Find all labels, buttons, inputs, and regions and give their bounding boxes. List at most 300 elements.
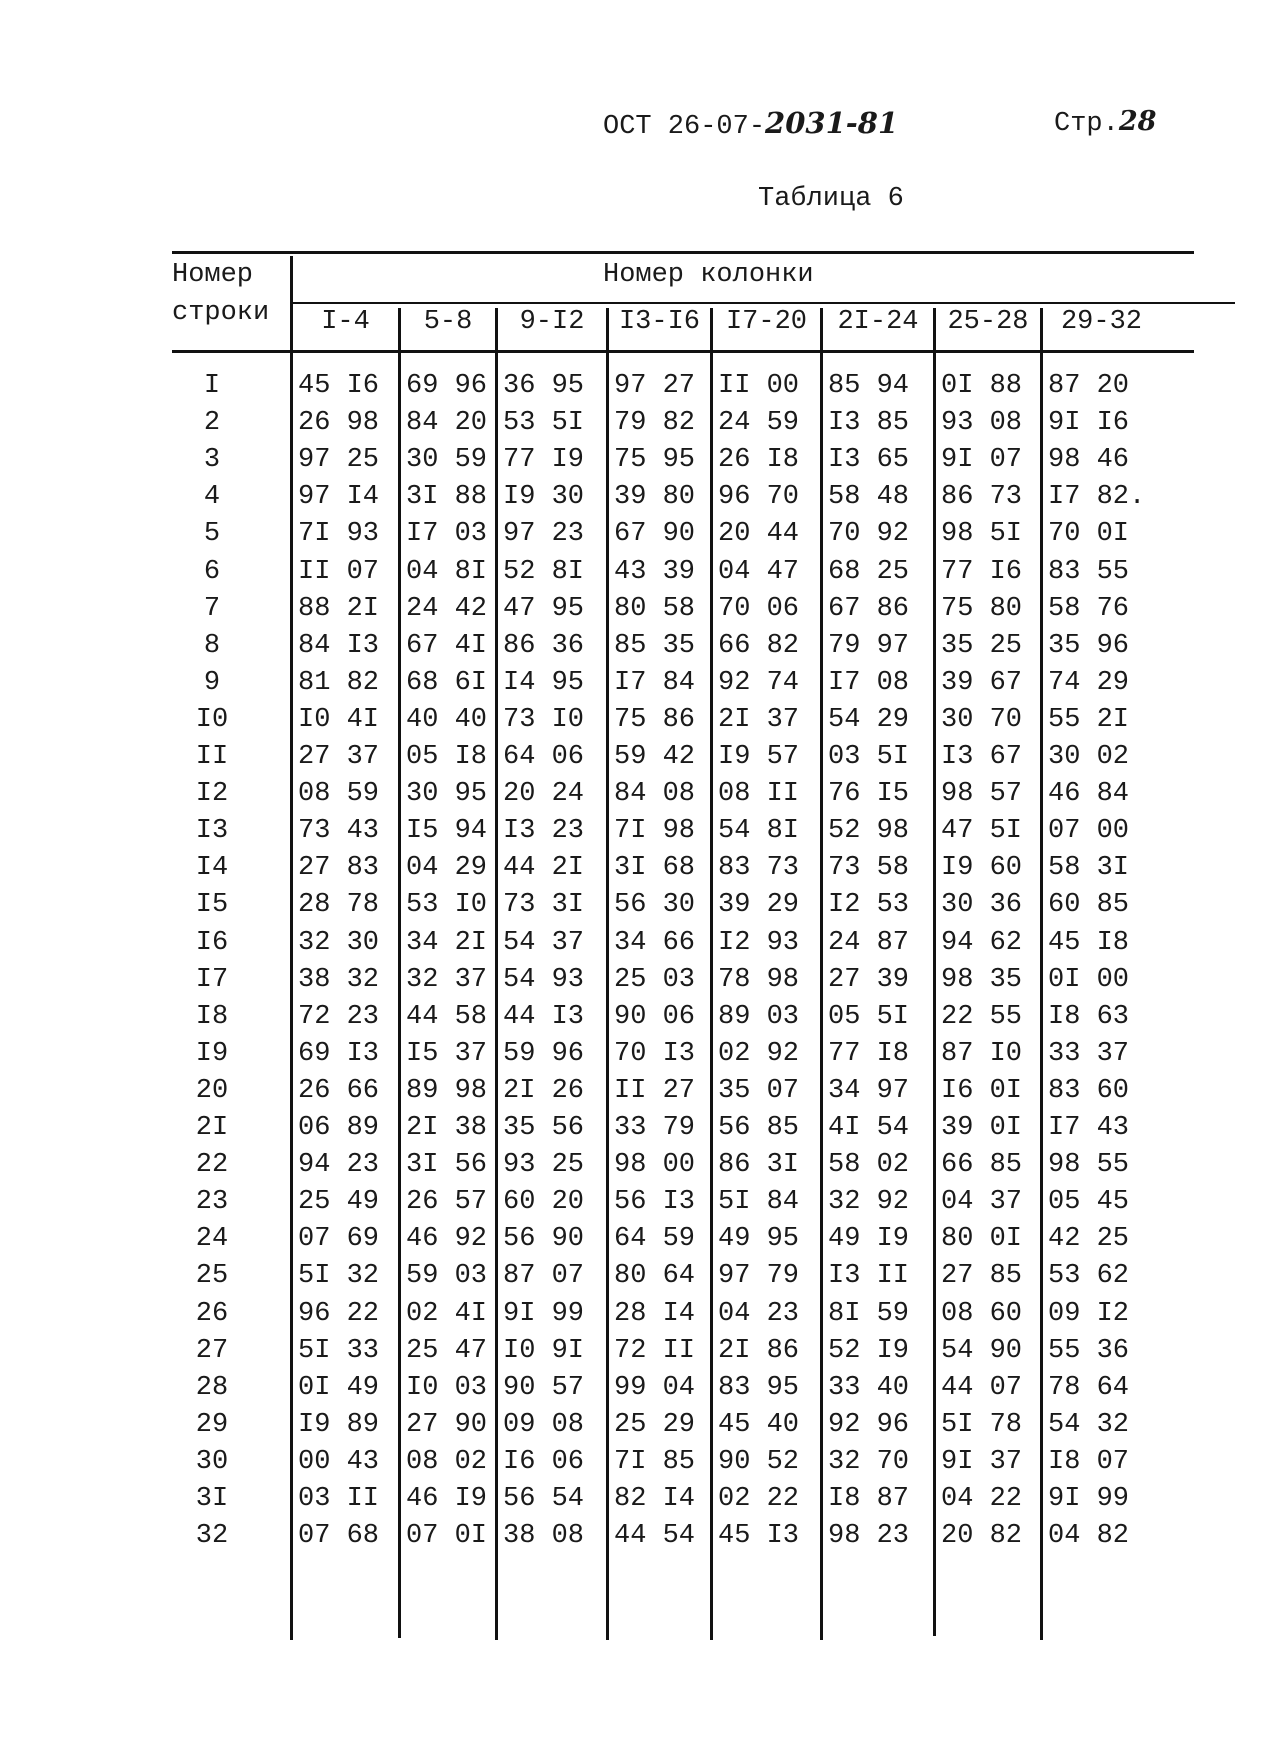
table-cell: 44 07: [941, 1372, 1023, 1403]
table-cell: 33 40: [828, 1372, 910, 1403]
column-divider: [933, 308, 936, 1636]
table-cell: 73 43: [298, 816, 380, 847]
table-cell: 24 87: [828, 927, 910, 958]
table-cell: 89 03: [718, 1001, 800, 1032]
row-number: 7: [203, 593, 221, 624]
table-cell: 24 59: [718, 408, 800, 439]
row-number: 20: [195, 1075, 229, 1106]
table-cell: 92 74: [718, 667, 800, 698]
table-cell: 70 I3: [614, 1038, 696, 1069]
table-cell: 92 96: [828, 1409, 910, 1440]
table-cell: 53 5I: [503, 408, 585, 439]
table-cell: 56 54: [503, 1484, 585, 1514]
column-group-header: Номер колонки: [603, 260, 814, 290]
table-cell: 78 64: [1048, 1372, 1130, 1403]
table-cell: 26 98: [298, 408, 380, 439]
table-cell: II 00: [718, 371, 800, 401]
column-range-header: 2I-24: [837, 307, 919, 337]
table-cell: 03 II: [298, 1484, 380, 1514]
row-number: 22: [195, 1150, 229, 1181]
table-cell: 67 86: [828, 593, 910, 624]
table-cell: 77 I9: [503, 445, 585, 476]
table-cell: 02 22: [718, 1484, 800, 1514]
table-cell: 75 86: [614, 704, 696, 735]
row-number: 26: [195, 1298, 229, 1329]
table-cell: 96 22: [298, 1298, 380, 1329]
table-cell: 44 58: [406, 1001, 488, 1032]
table-cell: 09 I2: [1048, 1298, 1130, 1329]
table-cell: 84 08: [614, 779, 696, 810]
table-cell: 93 25: [503, 1150, 585, 1181]
table-cell: 44 I3: [503, 1001, 585, 1032]
table-cell: 5I 78: [941, 1409, 1023, 1440]
table-cell: 33 37: [1048, 1038, 1130, 1069]
table-cell: I6 06: [503, 1446, 585, 1477]
table-cell: I9 30: [503, 482, 585, 513]
table-cell: 04 29: [406, 853, 488, 884]
table-cell: 40 40: [406, 704, 488, 735]
table-cell: 42 25: [1048, 1224, 1130, 1255]
table-cell: 77 I6: [941, 556, 1023, 587]
table-cell: 07 69: [298, 1224, 380, 1255]
table-cell: 97 25: [298, 445, 380, 476]
row-number: 27: [195, 1335, 229, 1366]
row-number: 3I: [195, 1484, 229, 1514]
table-cell: I5 94: [406, 816, 488, 847]
table-cell: 45 I3: [718, 1521, 800, 1552]
table-cell: 80 58: [614, 593, 696, 624]
table-cell: 59 03: [406, 1261, 488, 1292]
table-cell: 58 02: [828, 1150, 910, 1181]
table-cell: 53 62: [1048, 1261, 1130, 1292]
table-cell: 32 92: [828, 1187, 910, 1218]
table-cell: 87 20: [1048, 371, 1130, 401]
table-cell: I7 08: [828, 667, 910, 698]
row-number: I2: [195, 779, 229, 810]
table-cell: 77 I8: [828, 1038, 910, 1069]
table-cell: 54 8I: [718, 816, 800, 847]
table-cell: 3I 88: [406, 482, 488, 513]
table-cell: 90 57: [503, 1372, 585, 1403]
table-cell: 54 37: [503, 927, 585, 958]
table-cell: I4 95: [503, 667, 585, 698]
table-cell: 96 70: [718, 482, 800, 513]
table-top-rule: [172, 251, 1194, 254]
row-number: 3: [203, 445, 221, 476]
table-cell: 04 8I: [406, 556, 488, 587]
table-cell: 28 78: [298, 890, 380, 921]
table-title: Таблица 6: [758, 184, 904, 214]
table-cell: 66 85: [941, 1150, 1023, 1181]
table-cell: 64 59: [614, 1224, 696, 1255]
table-cell: I3 23: [503, 816, 585, 847]
row-number: I8: [195, 1001, 229, 1032]
table-cell: 60 20: [503, 1187, 585, 1218]
row-number: 28: [195, 1372, 229, 1403]
table-cell: 08 59: [298, 779, 380, 810]
table-cell: 84 I3: [298, 630, 380, 661]
table-cell: 04 37: [941, 1187, 1023, 1218]
table-cell: I9 60: [941, 853, 1023, 884]
table-cell: I0 9I: [503, 1335, 585, 1366]
table-cell: 60 85: [1048, 890, 1130, 921]
column-range-header: I7-20: [725, 307, 807, 337]
table-cell: 79 97: [828, 630, 910, 661]
table-cell: 56 90: [503, 1224, 585, 1255]
table-cell: 69 I3: [298, 1038, 380, 1069]
table-cell: 8I 59: [828, 1298, 910, 1329]
page-number-handwritten: 28: [1118, 106, 1157, 137]
table-cell: 80 64: [614, 1261, 696, 1292]
column-group-rule: [290, 302, 1235, 304]
table-cell: 94 23: [298, 1150, 380, 1181]
table-cell: 32 70: [828, 1446, 910, 1477]
row-header-line1: Номер: [172, 260, 254, 290]
table-cell: 9I I6: [1048, 408, 1130, 439]
table-cell: I8 63: [1048, 1001, 1130, 1032]
table-cell: 5I 33: [298, 1335, 380, 1366]
table-cell: 79 82: [614, 408, 696, 439]
table-cell: 47 95: [503, 593, 585, 624]
table-cell: 35 56: [503, 1113, 585, 1143]
table-cell: 20 24: [503, 779, 585, 810]
table-cell: 5I 84: [718, 1187, 800, 1218]
table-cell: 4I 54: [828, 1113, 910, 1143]
table-cell: 97 79: [718, 1261, 800, 1292]
row-number: 32: [195, 1521, 229, 1552]
table-cell: II 27: [614, 1075, 696, 1106]
table-cell: 2I 38: [406, 1113, 488, 1143]
table-cell: 39 80: [614, 482, 696, 513]
table-cell: 76 I5: [828, 779, 910, 810]
table-cell: 25 29: [614, 1409, 696, 1440]
table-cell: 9I 07: [941, 445, 1023, 476]
table-cell: 86 73: [941, 482, 1023, 513]
table-cell: 54 93: [503, 964, 585, 995]
column-divider: [495, 308, 498, 1640]
table-cell: 66 82: [718, 630, 800, 661]
table-cell: 72 23: [298, 1001, 380, 1032]
column-divider: [1040, 308, 1043, 1640]
table-cell: I8 07: [1048, 1446, 1130, 1477]
table-cell: 98 57: [941, 779, 1023, 810]
table-cell: 47 5I: [941, 816, 1023, 847]
table-cell: 81 82: [298, 667, 380, 698]
table-cell: 98 55: [1048, 1150, 1130, 1181]
table-cell: 98 35: [941, 964, 1023, 995]
table-cell: 7I 98: [614, 816, 696, 847]
table-cell: 55 36: [1048, 1335, 1130, 1366]
row-header-line2: строки: [172, 298, 270, 328]
table-cell: 27 83: [298, 853, 380, 884]
table-cell: 0I 00: [1048, 964, 1130, 995]
table-cell: 80 0I: [941, 1224, 1023, 1255]
row-number: I7: [195, 964, 229, 995]
table-cell: 49 95: [718, 1224, 800, 1255]
table-cell: 02 4I: [406, 1298, 488, 1329]
row-number: 23: [195, 1187, 229, 1218]
table-cell: I3 II: [828, 1261, 910, 1292]
table-cell: 87 07: [503, 1261, 585, 1292]
row-number: 2: [203, 408, 221, 439]
table-cell: 83 73: [718, 853, 800, 884]
table-cell: 90 06: [614, 1001, 696, 1032]
table-cell: 52 I9: [828, 1335, 910, 1366]
column-divider: [398, 308, 401, 1638]
table-cell: I6 0I: [941, 1075, 1023, 1106]
table-cell: II 07: [298, 556, 380, 587]
table-cell: 39 0I: [941, 1113, 1023, 1143]
table-cell: 59 42: [614, 742, 696, 772]
table-cell: 86 36: [503, 630, 585, 661]
column-divider: [606, 308, 609, 1640]
table-cell: 0I 88: [941, 371, 1023, 401]
row-number: 5: [203, 519, 221, 550]
table-cell: 67 90: [614, 519, 696, 550]
table-cell: 73 3I: [503, 890, 585, 921]
row-number: 30: [195, 1446, 229, 1477]
table-cell: 45 I8: [1048, 927, 1130, 958]
table-cell: 30 95: [406, 779, 488, 810]
table-cell: 5I 32: [298, 1261, 380, 1292]
table-cell: 32 30: [298, 927, 380, 958]
table-cell: 04 82: [1048, 1521, 1130, 1552]
table-cell: 56 85: [718, 1113, 800, 1143]
table-cell: 9I 99: [503, 1298, 585, 1329]
table-cell: 98 00: [614, 1150, 696, 1181]
table-cell: 44 54: [614, 1521, 696, 1552]
table-cell: 46 92: [406, 1224, 488, 1255]
row-number: I9: [195, 1038, 229, 1069]
table-cell: 44 2I: [503, 853, 585, 884]
table-cell: 70 92: [828, 519, 910, 550]
column-divider: [710, 308, 713, 1640]
page-number: [1054, 106, 1156, 139]
table-cell: 58 3I: [1048, 853, 1130, 884]
table-cell: 52 8I: [503, 556, 585, 587]
table-cell: I2 53: [828, 890, 910, 921]
table-cell: 97 I4: [298, 482, 380, 513]
table-cell: 38 32: [298, 964, 380, 995]
table-cell: 98 46: [1048, 445, 1130, 476]
table-cell: 25 03: [614, 964, 696, 995]
table-cell: 59 96: [503, 1038, 585, 1069]
table-cell: I8 87: [828, 1484, 910, 1514]
table-cell: 3I 56: [406, 1150, 488, 1181]
table-cell: 0I 49: [298, 1372, 380, 1403]
table-cell: I7 82.: [1048, 482, 1146, 513]
table-cell: 78 98: [718, 964, 800, 995]
table-cell: 33 79: [614, 1113, 696, 1143]
table-cell: 69 96: [406, 371, 488, 401]
table-cell: 30 36: [941, 890, 1023, 921]
table-cell: 08 II: [718, 779, 800, 810]
table-cell: 75 80: [941, 593, 1023, 624]
table-cell: 35 25: [941, 630, 1023, 661]
page-label: Стр.: [1054, 109, 1119, 139]
table-cell: 70 06: [718, 593, 800, 624]
column-range-header: 29-32: [1060, 307, 1142, 337]
table-cell: 27 85: [941, 1261, 1023, 1292]
document-code-printed: ОСТ 26-07-: [603, 112, 766, 142]
table-cell: 2I 26: [503, 1075, 585, 1106]
table-cell: 39 67: [941, 667, 1023, 698]
column-divider: [820, 308, 823, 1640]
table-cell: 26 I8: [718, 445, 800, 476]
table-cell: 30 59: [406, 445, 488, 476]
row-number: 24: [195, 1224, 229, 1255]
table-cell: 56 I3: [614, 1187, 696, 1218]
table-cell: 04 23: [718, 1298, 800, 1329]
table-cell: 2I 37: [718, 704, 800, 735]
table-cell: 90 52: [718, 1446, 800, 1477]
table-cell: I7 84: [614, 667, 696, 698]
table-cell: 34 66: [614, 927, 696, 958]
row-number: I4: [195, 853, 229, 884]
table-cell: 30 70: [941, 704, 1023, 735]
table-cell: 97 27: [614, 371, 696, 401]
row-number: 9: [203, 667, 221, 698]
table-cell: I5 37: [406, 1038, 488, 1069]
table-cell: 26 57: [406, 1187, 488, 1218]
table-cell: 38 08: [503, 1521, 585, 1552]
table-cell: 58 76: [1048, 593, 1130, 624]
table-cell: 07 68: [298, 1521, 380, 1552]
table-cell: 56 30: [614, 890, 696, 921]
table-cell: 86 3I: [718, 1150, 800, 1181]
table-cell: 28 I4: [614, 1298, 696, 1329]
table-cell: 27 39: [828, 964, 910, 995]
column-range-header: 5-8: [423, 307, 473, 337]
table-cell: 27 37: [298, 742, 380, 772]
table-cell: 03 5I: [828, 742, 910, 772]
table-cell: 68 25: [828, 556, 910, 587]
table-cell: 25 49: [298, 1187, 380, 1218]
table-cell: 05 45: [1048, 1187, 1130, 1218]
table-cell: 35 07: [718, 1075, 800, 1106]
table-cell: 25 47: [406, 1335, 488, 1366]
row-number: I: [203, 371, 221, 401]
row-number: 4: [203, 482, 221, 513]
table-cell: 20 82: [941, 1521, 1023, 1552]
table-cell: 09 08: [503, 1409, 585, 1440]
table-cell: 73 I0: [503, 704, 585, 735]
row-number: 2I: [195, 1113, 229, 1143]
table-cell: 3I 68: [614, 853, 696, 884]
table-cell: 26 66: [298, 1075, 380, 1106]
table-cell: 85 94: [828, 371, 910, 401]
row-number: II: [195, 742, 229, 772]
table-cell: 98 23: [828, 1521, 910, 1552]
table-cell: 75 95: [614, 445, 696, 476]
table-cell: 74 29: [1048, 667, 1130, 698]
table-cell: 9I 37: [941, 1446, 1023, 1477]
table-cell: 84 20: [406, 408, 488, 439]
table-cell: I0 4I: [298, 704, 380, 735]
column-range-header: I-4: [321, 307, 370, 337]
table-cell: 64 06: [503, 742, 585, 772]
table-cell: 9I 99: [1048, 1484, 1130, 1514]
table-cell: 97 23: [503, 519, 585, 550]
table-cell: I9 57: [718, 742, 800, 772]
row-number: 6: [203, 556, 221, 587]
table-cell: 46 I9: [406, 1484, 488, 1514]
column-range-header: 9-I2: [519, 307, 585, 337]
table-cell: I3 65: [828, 445, 910, 476]
table-cell: 08 02: [406, 1446, 488, 1477]
table-cell: 54 29: [828, 704, 910, 735]
row-number: 25: [195, 1261, 229, 1292]
table-cell: I2 93: [718, 927, 800, 958]
table-cell: 88 2I: [298, 593, 380, 624]
table-cell: 83 55: [1048, 556, 1130, 587]
table-cell: I3 67: [941, 742, 1023, 772]
table-cell: 35 96: [1048, 630, 1130, 661]
table-cell: 7I 85: [614, 1446, 696, 1477]
table-cell: I9 89: [298, 1409, 380, 1440]
table-cell: 36 95: [503, 371, 585, 401]
table-cell: 68 6I: [406, 667, 488, 698]
table-cell: 7I 93: [298, 519, 380, 550]
table-cell: 32 37: [406, 964, 488, 995]
table-cell: I3 85: [828, 408, 910, 439]
table-cell: 2I 86: [718, 1335, 800, 1366]
table-cell: 94 62: [941, 927, 1023, 958]
table-cell: 53 I0: [406, 890, 488, 921]
table-cell: 02 92: [718, 1038, 800, 1069]
table-cell: 54 32: [1048, 1409, 1130, 1440]
table-cell: 04 22: [941, 1484, 1023, 1514]
row-number: I5: [195, 890, 229, 921]
document-code: [603, 106, 898, 142]
table-cell: 07 00: [1048, 816, 1130, 847]
table-cell: 34 2I: [406, 927, 488, 958]
table-cell: 98 5I: [941, 519, 1023, 550]
table-cell: 89 98: [406, 1075, 488, 1106]
table-cell: 70 0I: [1048, 519, 1130, 550]
table-cell: 72 II: [614, 1335, 696, 1366]
table-cell: 67 4I: [406, 630, 488, 661]
table-cell: 27 90: [406, 1409, 488, 1440]
column-range-header: I3-I6: [618, 307, 700, 337]
table-cell: 45 I6: [298, 371, 380, 401]
table-cell: 06 89: [298, 1113, 380, 1143]
row-number: 29: [195, 1409, 229, 1440]
column-divider: [290, 256, 293, 1640]
table-cell: 87 I0: [941, 1038, 1023, 1069]
row-number: I0: [195, 704, 229, 735]
table-cell: 55 2I: [1048, 704, 1130, 735]
table-cell: 99 04: [614, 1372, 696, 1403]
table-cell: 58 48: [828, 482, 910, 513]
table-cell: 54 90: [941, 1335, 1023, 1366]
table-cell: 73 58: [828, 853, 910, 884]
table-cell: I0 03: [406, 1372, 488, 1403]
table-cell: 08 60: [941, 1298, 1023, 1329]
table-cell: 83 60: [1048, 1075, 1130, 1106]
table-cell: 07 0I: [406, 1521, 488, 1552]
table-cell: 22 55: [941, 1001, 1023, 1032]
table-cell: 83 95: [718, 1372, 800, 1403]
table-cell: 30 02: [1048, 742, 1130, 772]
table-cell: 24 42: [406, 593, 488, 624]
document-code-handwritten: 2031-81: [765, 106, 899, 140]
table-cell: 05 5I: [828, 1001, 910, 1032]
row-number: 8: [203, 630, 221, 661]
table-cell: 93 08: [941, 408, 1023, 439]
table-cell: 34 97: [828, 1075, 910, 1106]
row-number: I6: [195, 927, 229, 958]
